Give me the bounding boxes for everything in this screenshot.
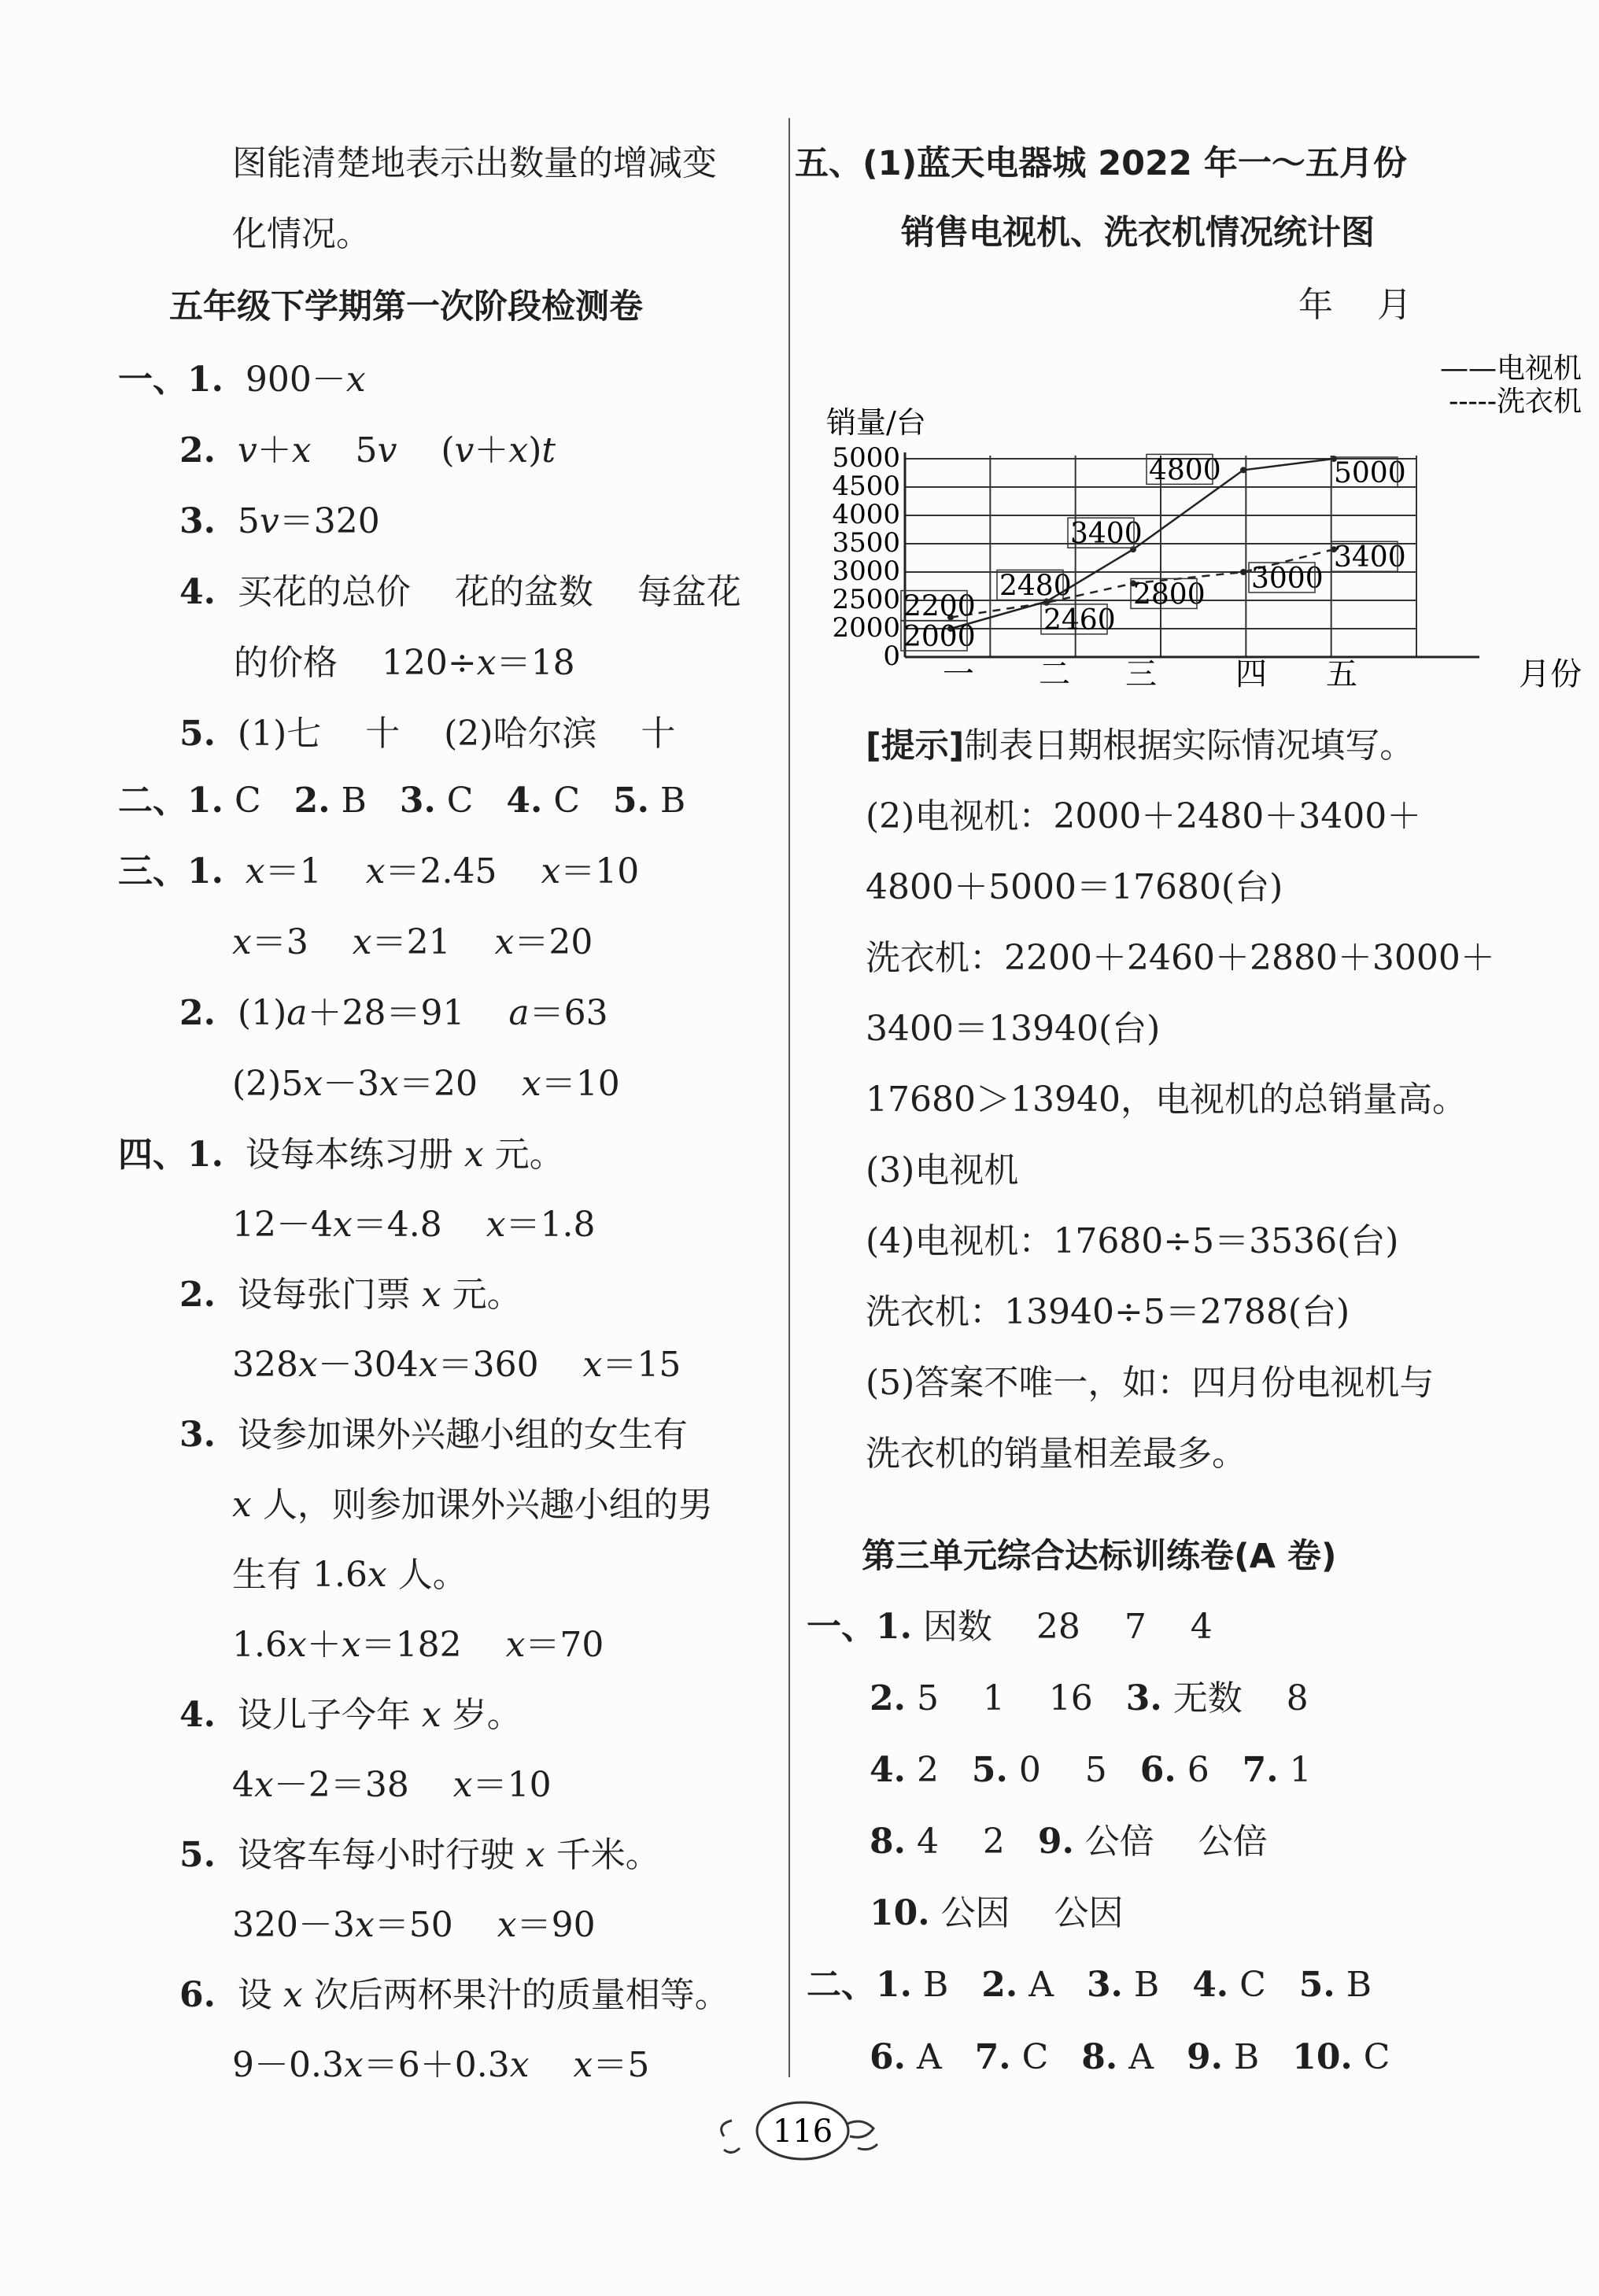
- title-text: (1)蓝天电器城 2022 年一～五月份: [862, 144, 1407, 183]
- space: [216, 1835, 238, 1875]
- question-number: 4.: [179, 572, 216, 612]
- answer-text: x＝3 x＝21 x＝20: [232, 922, 593, 962]
- y-tick-label: 4500: [832, 471, 900, 502]
- space: [1259, 2037, 1292, 2077]
- answer-text: 1.6x＋x＝182 x＝70: [232, 1625, 604, 1665]
- answer-text: B: [659, 781, 686, 821]
- answer-line: [118, 358, 366, 402]
- question-number: 3.: [1086, 1965, 1123, 2005]
- hint-tag: [提示]: [866, 726, 965, 766]
- answer-text: v＋x 5v (v＋x)t: [237, 430, 556, 471]
- space: [1008, 1750, 1019, 1790]
- date-text: 年 月: [1298, 285, 1412, 325]
- question-number: 2.: [179, 1275, 216, 1315]
- answer-line: [866, 1432, 1246, 1476]
- answer-line: [179, 1693, 522, 1737]
- y-axis-label: 销量/台: [826, 405, 926, 440]
- data-label: 3000: [1251, 563, 1324, 595]
- space: [906, 1822, 917, 1862]
- space: [1268, 1822, 1301, 1862]
- question-number: 2.: [294, 781, 331, 821]
- space: [223, 851, 246, 891]
- question-number: 3.: [179, 1415, 216, 1455]
- answer-text: 3400＝13940(台): [866, 1009, 1161, 1049]
- data-label: 2460: [1043, 604, 1116, 637]
- space: [223, 360, 246, 400]
- space: [1117, 2037, 1128, 2077]
- space: [1223, 2037, 1234, 2077]
- answer-text: 设每本练习册 x 元。: [245, 1135, 564, 1175]
- answer-text: 洗衣机的销量相差最多。: [866, 1434, 1246, 1474]
- answer-text: x 人，则参加课外兴趣小组的男: [232, 1485, 713, 1525]
- y-tick-label: 5000: [832, 442, 900, 474]
- answer-line: [118, 779, 718, 823]
- space: [542, 781, 553, 821]
- question-number: 5.: [179, 714, 216, 754]
- line-chart: [795, 346, 1599, 692]
- question-number: 5.: [1298, 1965, 1335, 2005]
- space: [1048, 2037, 1081, 2077]
- space: [939, 1750, 972, 1790]
- answer-line: [232, 1903, 596, 1947]
- answer-line: [866, 1290, 1350, 1334]
- answer-line: [232, 1343, 681, 1387]
- answer-line: [866, 1149, 1018, 1193]
- data-point: [1240, 467, 1246, 473]
- x-axis-label: 月份: [1519, 656, 1582, 692]
- section-label: 二、: [118, 781, 187, 821]
- text: 图能清楚地表示出数量的增减变: [232, 143, 717, 183]
- data-label: 3400: [1070, 518, 1143, 551]
- answer-line: [807, 1605, 1246, 1649]
- answer-text: 公倍 公倍: [1084, 1822, 1268, 1862]
- data-label: 3400: [1334, 541, 1406, 574]
- answer-text: B: [1133, 1965, 1160, 2005]
- answer-line: [870, 1892, 1156, 1936]
- answer-line: [118, 1133, 564, 1177]
- answer-line: [870, 2036, 1423, 2080]
- question-number: 3.: [399, 781, 436, 821]
- answer-line: [866, 724, 1414, 768]
- text-line: [232, 142, 717, 186]
- data-label: 2480: [999, 570, 1072, 603]
- answer-line: [232, 1203, 596, 1247]
- answer-text: 900－x: [245, 360, 366, 400]
- space: [1353, 2037, 1364, 2077]
- space: [223, 781, 234, 821]
- answer-text: 因数 28 7 4: [922, 1607, 1213, 1647]
- question-number: 1.: [876, 1965, 912, 2005]
- question-number: 4.: [870, 1750, 906, 1790]
- space: [1162, 1678, 1173, 1718]
- page-number-badge: [708, 2093, 889, 2164]
- answer-text: C: [1021, 2037, 1049, 2077]
- question-number: 9.: [1037, 1822, 1074, 1862]
- answer-text: (2)电视机：2000＋2480＋3400＋: [866, 796, 1422, 836]
- question-number: 2.: [870, 1678, 906, 1718]
- y-tick-label: 0: [883, 640, 900, 672]
- space: [1390, 2037, 1423, 2077]
- answer-text: B: [922, 1965, 949, 2005]
- space: [580, 781, 613, 821]
- space: [223, 1135, 246, 1175]
- answer-text: 的价格 120÷x＝18: [234, 643, 575, 683]
- answer-text: 5v＝320: [237, 501, 380, 541]
- answer-text: 6: [1187, 1750, 1209, 1790]
- space: [1124, 1893, 1157, 1933]
- space: [685, 781, 718, 821]
- answer-text: 洗衣机：2200＋2460＋2880＋3000＋: [866, 938, 1495, 978]
- space: [1011, 2037, 1022, 2077]
- space: [1176, 1750, 1187, 1790]
- question-number: 2.: [179, 993, 216, 1033]
- column-divider: [788, 118, 790, 2077]
- answer-text: A: [1028, 1965, 1054, 2005]
- space: [906, 1678, 917, 1718]
- answer-text: (1)a＋28＝91 a＝63: [237, 993, 608, 1033]
- answer-text: 4800＋5000＝17680(台): [866, 867, 1283, 907]
- x-tick-label: 一: [943, 656, 974, 692]
- space: [216, 572, 238, 612]
- answer-text: C: [234, 781, 261, 821]
- answer-line: [807, 1963, 1405, 2007]
- answer-text: A: [1128, 2037, 1154, 2077]
- section-label: 二、: [807, 1965, 876, 2005]
- answer-text: 4 2: [916, 1822, 1005, 1862]
- answer-text: 生有 1.6x 人。: [232, 1555, 467, 1595]
- answer-line: [866, 936, 1495, 980]
- answer-text: 5 1 16: [916, 1678, 1093, 1718]
- answer-text: 买花的总价 花的盆数 每盆花: [237, 572, 741, 612]
- answer-line: [866, 1361, 1434, 1405]
- answer-text: 公因 公因: [940, 1893, 1124, 1933]
- answer-line: [866, 866, 1283, 910]
- space: [1017, 1965, 1028, 2005]
- space: [1005, 1822, 1038, 1862]
- answer-text: C: [1363, 2037, 1390, 2077]
- answer-line: [866, 1078, 1467, 1122]
- answer-text: C: [446, 781, 474, 821]
- space: [261, 781, 294, 821]
- space: [1159, 1965, 1192, 2005]
- data-label: 2000: [903, 621, 976, 653]
- answer-line: [232, 1062, 620, 1106]
- answer-text: (3)电视机: [866, 1150, 1019, 1190]
- page-number: 116: [772, 2113, 833, 2150]
- y-tick-label: 2000: [832, 612, 900, 644]
- x-tick-label: 二: [1039, 656, 1070, 692]
- question-number: 5.: [612, 781, 649, 821]
- space: [1093, 1678, 1126, 1718]
- answer-text: 12－4x＝4.8 x＝1.8: [232, 1205, 596, 1245]
- answer-line: [179, 429, 556, 473]
- space: [473, 781, 506, 821]
- question-number: 1.: [187, 360, 223, 400]
- title-text: 销售电视机、洗衣机情况统计图: [901, 213, 1375, 253]
- answer-line: [870, 1820, 1301, 1864]
- question-number: 7.: [974, 2037, 1011, 2077]
- space: [1266, 1965, 1299, 2005]
- space: [216, 993, 238, 1033]
- section-label: 五、: [795, 144, 862, 183]
- answer-text: 2: [916, 1750, 939, 1790]
- question-number: 9.: [1186, 2037, 1223, 2077]
- answer-text: 320－3x＝50 x＝90: [232, 1905, 596, 1945]
- section-label: 四、: [118, 1135, 187, 1175]
- answer-text: (5)答案不唯一，如：四月份电视机与: [866, 1363, 1435, 1403]
- space: [1074, 1822, 1085, 1862]
- answer-text: B: [1346, 1965, 1372, 2005]
- answer-text: 1: [1289, 1750, 1312, 1790]
- answer-line: [179, 1833, 660, 1877]
- question-number: 4.: [179, 1695, 216, 1735]
- answer-line: [866, 1220, 1398, 1264]
- question-number: 6.: [179, 1975, 216, 2015]
- text-line: [232, 212, 371, 257]
- answer-text: 无数 8: [1172, 1678, 1309, 1718]
- question-number: 1.: [876, 1607, 912, 1647]
- answer-text: C: [1239, 1965, 1266, 2005]
- answer-text: B: [341, 781, 367, 821]
- space: [1228, 1965, 1239, 2005]
- answer-text: 4x－2＝38 x＝10: [232, 1765, 552, 1805]
- space: [948, 1965, 981, 2005]
- title-text: 第三单元综合达标训练卷(A 卷): [862, 1537, 1337, 1576]
- question-number: 6.: [1139, 1750, 1176, 1790]
- data-label: 2800: [1133, 578, 1206, 611]
- answer-line: [232, 1483, 713, 1527]
- question-number: 2.: [179, 430, 216, 471]
- answer-line: [232, 921, 593, 965]
- space: [216, 1415, 238, 1455]
- y-tick-label: 2500: [832, 584, 900, 615]
- space: [436, 781, 447, 821]
- answer-line: [179, 1273, 522, 1317]
- space: [906, 1750, 917, 1790]
- question-number: 5.: [971, 1750, 1008, 1790]
- space: [1312, 1750, 1345, 1790]
- answer-text: (4)电视机：17680÷5＝3536(台): [866, 1221, 1399, 1261]
- answer-text: 17680＞13940，电视机的总销量高。: [866, 1080, 1467, 1120]
- answer-line: [179, 570, 741, 615]
- space: [1123, 1965, 1134, 2005]
- answer-text: 0 5: [1018, 1750, 1107, 1790]
- section-title: [169, 285, 643, 329]
- answer-line: [232, 1763, 552, 1807]
- question-number: 1.: [187, 1135, 223, 1175]
- answer-line: [232, 1623, 604, 1667]
- space: [942, 2037, 975, 2077]
- legend-entry: ——电视机: [1439, 353, 1582, 385]
- answer-line: [234, 641, 575, 685]
- answer-line: [179, 991, 608, 1035]
- y-tick-label: 3500: [832, 527, 900, 559]
- space: [1372, 1965, 1405, 2005]
- answer-line: [866, 795, 1421, 839]
- data-label: 4800: [1149, 454, 1221, 487]
- space: [216, 714, 238, 754]
- space: [216, 430, 238, 471]
- x-tick-label: 五: [1326, 656, 1357, 692]
- x-tick-label: 四: [1235, 656, 1267, 692]
- question-number: 8.: [870, 1822, 906, 1862]
- space: [1154, 2037, 1187, 2077]
- x-tick-label: 三: [1125, 656, 1157, 692]
- answer-line: [179, 1413, 688, 1457]
- question-number: 5.: [179, 1835, 216, 1875]
- space: [930, 1893, 941, 1933]
- line-chart-svg: [795, 346, 1599, 692]
- answer-text: (1)七 十 (2)哈尔滨 十: [237, 714, 676, 754]
- space: [1279, 1750, 1290, 1790]
- space: [1107, 1750, 1140, 1790]
- space: [906, 2037, 917, 2077]
- answer-text: C: [553, 781, 581, 821]
- legend-entry: -----洗衣机: [1449, 386, 1582, 418]
- data-label: 2200: [903, 590, 976, 623]
- date-line: [1298, 283, 1412, 327]
- answer-text: 洗衣机：13940÷5＝2788(台): [866, 1292, 1350, 1332]
- section-title: [862, 1534, 1337, 1578]
- space: [216, 1975, 238, 2015]
- section-label: 三、: [118, 851, 187, 891]
- space: [216, 501, 238, 541]
- space: [912, 1965, 923, 2005]
- question-number: 2.: [981, 1965, 1018, 2005]
- answer-text: 设客车每小时行驶 x 千米。: [237, 1835, 660, 1875]
- space: [216, 1695, 238, 1735]
- question-number: 3.: [179, 501, 216, 541]
- answer-text: x＝1 x＝2.45 x＝10: [245, 851, 640, 891]
- answer-line: [232, 1553, 467, 1597]
- answer-text: 设参加课外兴趣小组的女生有: [237, 1415, 688, 1455]
- answer-text: 设儿子今年 x 岁。: [237, 1695, 522, 1735]
- answer-line: [179, 1973, 729, 2017]
- space: [649, 781, 660, 821]
- chart-title-line-2: [901, 211, 1375, 255]
- answer-line: [118, 850, 639, 894]
- question-number: 7.: [1242, 1750, 1279, 1790]
- space: [331, 781, 342, 821]
- answer-line: [866, 1007, 1160, 1051]
- section-label: 一、: [807, 1607, 876, 1647]
- space: [1213, 1607, 1246, 1647]
- y-tick-label: 4000: [832, 499, 900, 530]
- answer-text: 设每张门票 x 元。: [237, 1275, 522, 1315]
- question-number: 1.: [187, 851, 223, 891]
- space: [1209, 1750, 1243, 1790]
- answer-line: [232, 2043, 649, 2087]
- answer-text: 9－0.3x＝6＋0.3x x＝5: [232, 2045, 650, 2085]
- answer-line: [870, 1677, 1342, 1721]
- question-number: 6.: [870, 2037, 906, 2077]
- space: [912, 1607, 923, 1647]
- answer-text: 制表日期根据实际情况填写。: [964, 725, 1415, 766]
- answer-text: (2)5x－3x＝20 x＝10: [232, 1064, 620, 1104]
- text: 化情况。: [232, 214, 371, 254]
- space: [216, 1275, 238, 1315]
- question-number: 8.: [1081, 2037, 1118, 2077]
- question-number: 1.: [187, 781, 223, 821]
- space: [1335, 1965, 1346, 2005]
- question-number: 4.: [506, 781, 543, 821]
- answer-text: A: [916, 2037, 942, 2077]
- answer-text: 328x－304x＝360 x＝15: [232, 1345, 681, 1385]
- space: [1054, 1965, 1087, 2005]
- question-number: 3.: [1125, 1678, 1162, 1718]
- answer-line: [179, 712, 675, 756]
- space: [367, 781, 400, 821]
- title-text: 五年级下学期第一次阶段检测卷: [169, 287, 643, 327]
- answer-text: B: [1233, 2037, 1260, 2077]
- chart-title-line-1: [795, 142, 1407, 186]
- y-tick-label: 3000: [832, 556, 900, 587]
- section-label: 一、: [118, 360, 187, 400]
- question-number: 4.: [1192, 1965, 1229, 2005]
- space: [1309, 1678, 1342, 1718]
- answer-line: [179, 500, 380, 544]
- question-number: 10.: [1292, 2037, 1353, 2077]
- question-number: 10.: [870, 1893, 930, 1933]
- data-label: 5000: [1334, 457, 1406, 489]
- data-point: [1240, 569, 1246, 575]
- answer-line: [870, 1748, 1345, 1792]
- answer-text: 设 x 次后两杯果汁的质量相等。: [237, 1975, 729, 2015]
